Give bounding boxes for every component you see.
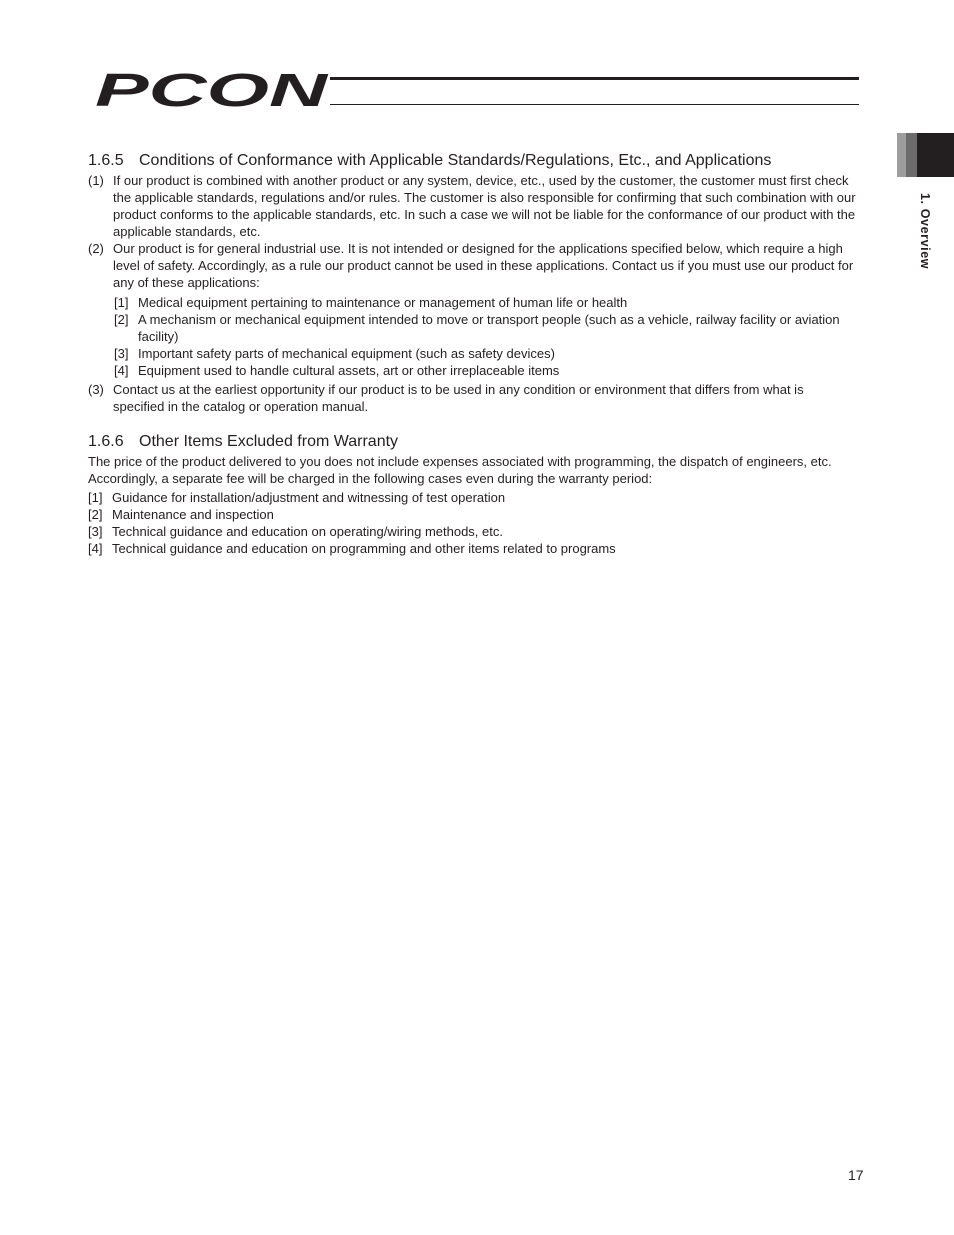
section-heading-166 bbox=[88, 432, 858, 452]
sub-list-item: [3] Important safety parts of mechanical equipment (such as safety devices) bbox=[114, 346, 555, 361]
list-item: (3) Contact us at the earliest opportunity if our product is to be used in any condition or environment that differs from what is specified in the catalog or operation manual. bbox=[88, 382, 804, 414]
sub-list bbox=[88, 294, 858, 379]
chapter-tab-marker bbox=[897, 133, 954, 177]
pcon-logo-text: PCON bbox=[95, 64, 329, 110]
sub-list-item: [1] Medical equipment pertaining to maintenance or management of human life or health bbox=[114, 295, 628, 310]
list-item: (1) If our product is combined with another product or any system, device, etc., used by the customer, the customer must first check the applicable standards, regulations and/or rules. The customer is also responsible for confirming that such combination with our product conforms to the applicable standards, etc. In such a case we will not be liable for the conformance of our product with the applicable standards, etc. bbox=[88, 173, 856, 239]
sub-list-item: [4] Equipment used to handle cultural assets, art or other irreplaceable items bbox=[114, 363, 560, 378]
page-number: 17 bbox=[848, 1167, 864, 1183]
list-item: [3] Technical guidance and education on operating/wiring methods, etc. bbox=[88, 524, 503, 539]
section-heading-165 bbox=[88, 151, 858, 171]
pcon-logo bbox=[95, 64, 335, 110]
header-rule-thick bbox=[330, 77, 859, 80]
section-title: Conditions of Conformance with Applicable Standards/Regulations, Etc., and Applications bbox=[139, 152, 772, 169]
list-item: [4] Technical guidance and education on programming and other items related to programs bbox=[88, 541, 616, 556]
page-content bbox=[88, 151, 858, 557]
sub-list-item: [2] A mechanism or mechanical equipment intended to move or transport people (such as a vehicle, railway facility or aviation facility) bbox=[114, 312, 840, 344]
list-item: [2] Maintenance and inspection bbox=[88, 507, 274, 522]
list-item: (2) Our product is for general industrial use. It is not intended or designed for the applications specified below, which require a high level of safety. Accordingly, as a rule our product cannot be used in these applications. Contact us if you must use our product for any of these applications: bbox=[88, 241, 854, 290]
list-item: [1] Guidance for installation/adjustment and witnessing of test operation bbox=[88, 490, 506, 505]
section-number: 1.6.6 bbox=[88, 433, 124, 450]
section-intro: The price of the product delivered to you does not include expenses associated with programming, the dispatch of engineers, etc. Accordingly, a separate fee will be charged in the following cases even during the warranty period: bbox=[88, 454, 832, 486]
header-rule-thin bbox=[330, 104, 859, 105]
section-title: Other Items Excluded from Warranty bbox=[139, 433, 399, 450]
chapter-tab-label: 1. Overview bbox=[918, 193, 932, 270]
section-number: 1.6.5 bbox=[88, 152, 124, 169]
